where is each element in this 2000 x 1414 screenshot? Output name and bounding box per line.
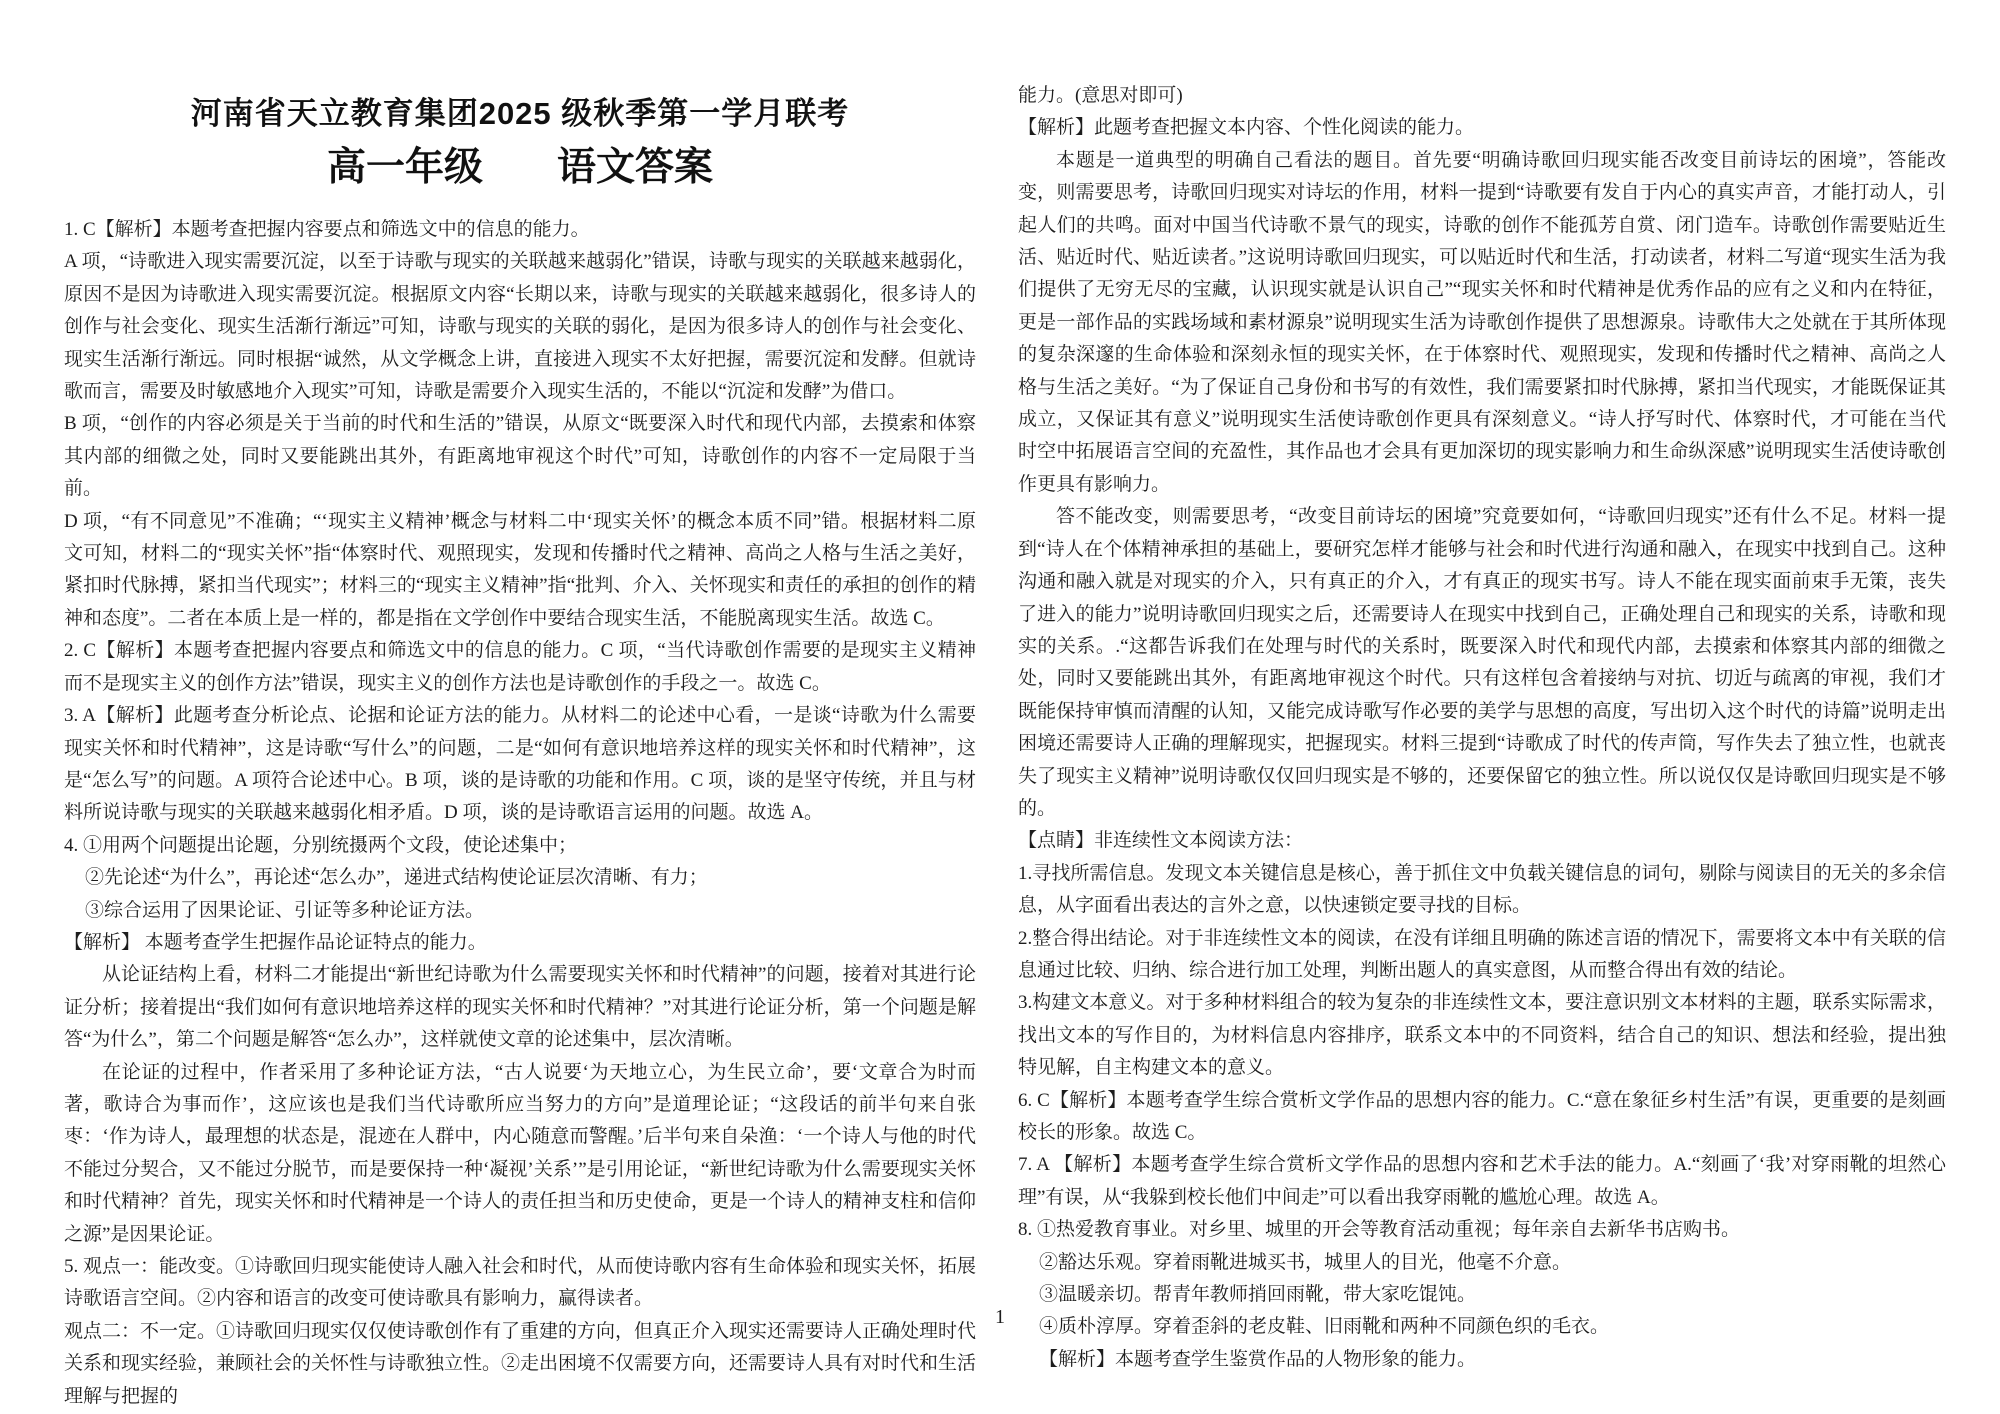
answer-paragraph: ④质朴淳厚。穿着歪斜的老皮鞋、旧雨靴和两种不同颜色织的毛衣。 xyxy=(1039,1316,1610,1338)
answer-paragraph: 1. C【解析】本题考查把握内容要点和筛选文中的信息的能力。 xyxy=(64,219,590,240)
answer-paragraph: 6. C【解析】本题考查学生综合赏析文学作品的思想内容的能力。C.“意在象征乡村生活”有误，更重要的是刻画校长的形象。故选 C。 xyxy=(1018,1089,1946,1143)
page-number: 1 xyxy=(995,1306,1005,1328)
answer-paragraph: 5. 观点一：能改变。①诗歌回归现实能使诗人融入社会和时代，从而使诗歌内容有生命体验和现实关怀，拓展诗歌语言空间。②内容和语言的改变可使诗歌具有影响力，赢得读者。 xyxy=(64,1256,977,1310)
answer-paragraph: A 项，“诗歌进入现实需要沉淀，以至于诗歌与现实的关联越来越弱化”错误，诗歌与现实的关联越来越弱化，原因不是因为诗歌进入现实需要沉淀。根据原文内容“长期以来，诗歌与现实的关联越来越弱化，很多诗人的创作与社会变化、现实生活渐行渐远”可知，诗歌与现实的关联的弱化，是因为很多诗人的创作与社会变化、现实生活渐行渐远。同时根据“诚然，从文学概念上讲，直接进入现实不太好把握，需要沉淀和发酵。但就诗歌而言，需要及时敏感地介入现实”可知，诗歌是需要介入现实生活的，不能以“沉淀和发酵”为借口。 xyxy=(64,251,976,403)
answer-paragraph: 本题是一道典型的明确自己看法的题目。首先要“明确诗歌回归现实能否改变目前诗坛的困境”，答能改变，则需要思考，诗歌回归现实对诗坛的作用，材料一提到“诗歌要有发自于内心的真实声音，才能打动人，引起人们的共鸣。面对中国当代诗歌不景气的现实，诗歌的创作不能孤芳自赏、闭门造车。诗歌创作需要贴近生活、贴近时代、贴近读者。”这说明诗歌回归现实，可以贴近时代和生活，打动读者，材料二写道“现实生活为我们提供了无穷无尽的宝藏，认识现实就是认识自己”“现实关怀和时代精神是优秀作品的应有之义和内在特征，更是一部作品的实践场域和素材源泉”说明现实生活为诗歌创作提供了思想源泉。诗歌伟大之处就在于其所体现的复杂深邃的生命体验和深刻永恒的现实关怀，在于体察时代、观照现实，发现和传播时代之精神、高尚之人格与生活之美好。“为了保证自己身份和书写的有效性，我们需要紧扣时代脉搏，紧扣当代现实，才能既保证其成立，又保证其有意义”说明现实生活使诗歌创作更具有深刻意义。“诗人抒写时代、体察时代，才可能在当代时空中拓展语言空间的充盈性，其作品也才会具有更加深切的现实影响力和生命纵深感”说明现实生活使诗歌创作更具有影响力。 xyxy=(1018,149,1946,495)
exam-subtitle xyxy=(64,142,976,194)
answer-paragraph: ②先论述“为什么”，再论述“怎么办”，递进式结构使论证层次清晰、有力； xyxy=(85,867,708,889)
answer-paragraph: B 项，“创作的内容必须是关于当前的时代和生活的”错误，从原文“既要深入时代和现代内部，去摸索和体察其内部的细微之处，同时又要能跳出其外，有距离地审视这个时代”可知，诗歌创作的内容不一定局限于当前。 xyxy=(64,413,976,500)
answer-paragraph: 1.寻找所需信息。发现文本关键信息是核心，善于抓住文中负载关键信息的词句，剔除与阅读目的无关的多余信息，从字面看出表达的言外之意，以快速锁定要寻找的目标。 xyxy=(1018,862,1946,917)
answer-paragraph: 4. ①用两个问题提出论题，分别统摄两个文段，使论述集中； xyxy=(64,834,578,856)
answer-paragraph: 【解析】此题考查把握文本内容、个性化阅读的能力。 xyxy=(1018,117,1475,139)
answer-paragraph: 2. C【解析】本题考查把握内容要点和筛选文中的信息的能力。C 项，“当代诗歌创作需要的是现实主义精神而不是现实主义的创作方法”错误，现实主义的创作方法也是诗歌创作的手段之一。故选 C。 xyxy=(64,640,976,694)
answer-paragraph: 从论证结构上看，材料二才能提出“新世纪诗歌为什么需要现实关怀和时代精神”的问题，接着对其进行论证分析；接着提出“我们如何有意识地培养这样的现实关怀和时代精神？”对其进行论证分析，第一个问题是解答“为什么”，第二个问题是解答“怎么办”，这样就使文章的论述集中，层次清晰。 xyxy=(64,964,976,1051)
answer-paragraph: ③温暖亲切。帮青年教师捎回雨靴，带大家吃馄饨。 xyxy=(1039,1284,1477,1306)
exam-title: 河南省天立教育集团2025 级秋季第一学月联考 xyxy=(190,96,850,131)
answer-paragraph: 能力。(意思对即可) xyxy=(1018,85,1183,106)
answer-paragraph: 7. A 【解析】本题考查学生综合赏析文学作品的思想内容和艺术手法的能力。A.“刻画了‘我’对穿雨靴的坦然心理”有误，从“我躲到校长他们中间走”可以看出我穿雨靴的尴尬心理。故选 A。 xyxy=(1018,1154,1946,1208)
answer-paragraph: ②豁达乐观。穿着雨靴进城买书，城里人的目光，他毫不介意。 xyxy=(1039,1251,1572,1273)
subject-label: 语文答案 xyxy=(557,146,714,189)
answer-paragraph: 【解析】 本题考查学生把握作品论证特点的能力。 xyxy=(64,931,487,953)
answer-paragraph: 在论证的过程中，作者采用了多种论证方法，“古人说要‘为天地立心，为生民立命’，要‘文章合为时而著，歌诗合为事而作’，这应该也是我们当代诗歌所应当努力的方向”是道理论证；“这段话的前半句来自张枣：‘作为诗人，最理想的状态是，混迹在人群中，内心随意而警醒。’后半句来自朵渔：‘一个诗人与他的时代不能过分契合，又不能过分脱节，而是要保持一种‘凝视’关系’”是引用论证，“新世纪诗歌为什么需要现实关怀和时代精神？首先，现实关怀和时代精神是一个诗人的责任担当和历史使命，更是一个诗人的精神支柱和信仰之源”是因果论证。 xyxy=(64,1061,977,1245)
answer-paragraph: 3. A【解析】此题考查分析论点、论据和论证方法的能力。从材料二的论述中心看，一是谈“诗歌为什么需要现实关怀和时代精神”，这是诗歌“写什么”的问题，二是“如何有意识地培养这样的现实关怀和时代精神”，这是“怎么写”的问题。A 项符合论述中心。B 项，谈的是诗歌的功能和作用。C 项，谈的是坚守传统，并且与材料所说诗歌与现实的关联越来越弱化相矛盾。D 项，谈的是诗歌语言运用的问题。故选 A。 xyxy=(64,705,976,824)
grade-label: 高一年级 xyxy=(326,146,483,189)
answer-paragraph: 观点二：不一定。①诗歌回归现实仅仅使诗歌创作有了重建的方向，但真正介入现实还需要诗人正确处理时代关系和现实经验，兼顾社会的关怀性与诗歌独立性。②走出困境不仅需要方向，还需要诗人具有对时代和生活理解与把握的 xyxy=(64,1320,977,1407)
right-column xyxy=(1018,80,1946,1376)
left-column xyxy=(64,74,976,1413)
answer-paragraph: D 项，“有不同意见”不准确；“‘现实主义精神’概念与材料二中‘现实关怀’的概念本质不同”错。根据材料二原文可知，材料二的“现实关怀”指“体察时代、观照现实，发现和传播时代之精神、高尚之人格与生活之美好，紧扣时代脉搏，紧扣当代现实”；材料三的“现实主义精神”指“批判、介入、关怀现实和责任的承担的创作的精神和态度”。二者在本质上是一样的，都是指在文学创作中要结合现实生活，不能脱离现实生活。故选 C。 xyxy=(64,510,976,629)
answer-paragraph: ③综合运用了因果论证、引证等多种论证方法。 xyxy=(85,899,485,921)
answer-paragraph: 8. ①热爱教育事业。对乡里、城里的开会等教育活动重视；每年亲自去新华书店购书。 xyxy=(1018,1219,1741,1241)
answer-paragraph: 【点睛】非连续性文本阅读方法： xyxy=(1018,830,1304,852)
answer-paragraph: 3.构建文本意义。对于多种材料组合的较为复杂的非连续性文本，要注意识别文本材料的主题，联系实际需求，找出文本的写作目的，为材料信息内容排序，联系文本中的不同资料，结合自己的知识、想法和经验，提出独特见解，自主构建文本的意义。 xyxy=(1018,992,1946,1079)
answer-paragraph: 答不能改变，则需要思考，“改变目前诗坛的困境”究竟要如何，“诗歌回归现实”还有什么不足。材料一提到“诗人在个体精神承担的基础上，要研究怎样才能够与社会和时代进行沟通和融入，在现实中找到自己。这种沟通和融入就是对现实的介入，只有真正的介入，才有真正的现实书写。诗人不能在现实面前束手无策，丧失了进入的能力”说明诗歌回归现实之后，还需要诗人在现实中找到自己，正确处理自己和现实的关系，诗歌和现实的关系。.“这都告诉我们在处理与时代的关系时，既要深入时代和现代内部，去摸索和体察其内部的细微之处，同时又要能跳出其外，有距离地审视这个时代。只有这样包含着接纳与对抗、切近与疏离的审视，我们才既能保持审慎而清醒的认知，又能完成诗歌写作必要的美学与思想的高度，写出切入这个时代的诗篇”说明走出困境还需要诗人正确的理解现实，把握现实。材料三提到“诗歌成了时代的传声筒，写作失去了独立性，也就丧失了现实主义精神”说明诗歌仅仅回归现实是不够的，还要保留它的独立性。所以说仅仅是诗歌回归现实是不够的。 xyxy=(1018,506,1946,819)
left-column-answers xyxy=(64,214,976,1413)
right-column-answers xyxy=(1018,80,1946,1376)
answer-paragraph: 【解析】本题考查学生鉴赏作品的人物形象的能力。 xyxy=(1039,1348,1477,1370)
answer-paragraph: 2.整合得出结论。对于非连续性文本的阅读，在没有详细且明确的陈述言语的情况下，需要将文本中有关联的信息通过比较、归纳、综合进行加工处理，判断出题人的真实意图，从而整合得出有效的结论。 xyxy=(1018,927,1946,981)
